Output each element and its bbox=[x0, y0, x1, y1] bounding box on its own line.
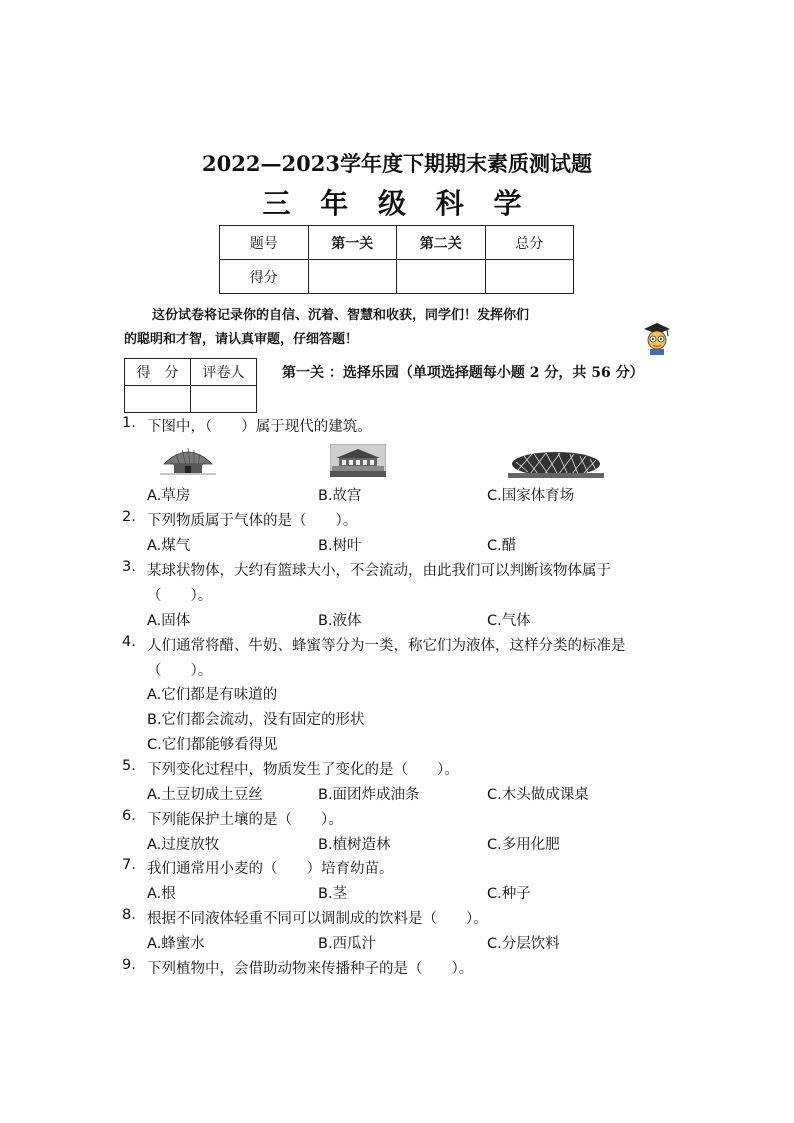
intro-line: 的聪明和才智，请认真审题，仔细答题！ bbox=[124, 332, 359, 347]
question bbox=[0, 758, 794, 778]
intro-line: 这份试卷将记录你的自信、沉着、智慧和收获，同学们！发挥你们 bbox=[152, 308, 530, 323]
question-number: 1. bbox=[122, 415, 136, 431]
option[interactable]: C.木头做成课桌 bbox=[487, 787, 589, 803]
question-text: 下列物质属于气体的是（ ）。 bbox=[147, 513, 358, 529]
score-table-cell: 得分 bbox=[220, 260, 309, 294]
grader-table bbox=[124, 358, 257, 413]
question bbox=[0, 634, 794, 654]
grader-name-label: 评卷人 bbox=[191, 359, 257, 386]
question-number: 4. bbox=[122, 634, 136, 650]
option[interactable]: A.煤气 bbox=[147, 538, 191, 554]
subject-title: 三 年 级 科 学 bbox=[262, 187, 532, 220]
question-number: 6. bbox=[122, 808, 136, 824]
exam-title: 2022—2023学年度下期期末素质测试题 bbox=[202, 151, 592, 176]
option[interactable]: C.种子 bbox=[487, 886, 531, 902]
score-table-cell: 总分 bbox=[485, 226, 574, 260]
score-table-cell: 第二关 bbox=[397, 226, 486, 260]
grader-score-cell[interactable] bbox=[125, 386, 191, 413]
question-text: 下列植物中，会借助动物来传播种子的是（ ）。 bbox=[147, 961, 474, 977]
question-number: 2. bbox=[122, 509, 136, 525]
question bbox=[0, 957, 794, 977]
option[interactable]: B.茎 bbox=[318, 886, 348, 902]
score-table-cell[interactable] bbox=[485, 260, 574, 294]
option[interactable]: C.国家体育场 bbox=[487, 488, 575, 504]
option[interactable]: A.它们都是有味道的 bbox=[147, 687, 278, 703]
question-number: 3. bbox=[122, 559, 136, 575]
score-table-score-row bbox=[220, 260, 574, 294]
option[interactable]: C.醋 bbox=[487, 538, 517, 554]
option[interactable]: C.气体 bbox=[487, 613, 531, 629]
question-text: 下列变化过程中，物质发生了变化的是（ ）。 bbox=[147, 762, 459, 778]
question-number: 9. bbox=[122, 957, 136, 973]
question bbox=[0, 559, 794, 579]
question bbox=[0, 509, 794, 529]
intro-text bbox=[124, 304, 644, 352]
option[interactable]: A.过度放牧 bbox=[147, 837, 220, 853]
option[interactable]: B.液体 bbox=[318, 613, 362, 629]
option[interactable]: C.多用化肥 bbox=[487, 837, 560, 853]
mascot-icon bbox=[640, 320, 674, 356]
grader-name-cell[interactable] bbox=[191, 386, 257, 413]
score-table-cell: 第一关 bbox=[308, 226, 397, 260]
forbidden-city-image bbox=[330, 444, 386, 477]
question-number: 8. bbox=[122, 907, 136, 923]
score-table-cell[interactable] bbox=[397, 260, 486, 294]
option[interactable]: B.植树造林 bbox=[318, 837, 391, 853]
option[interactable]: B.西瓜汁 bbox=[318, 936, 377, 952]
score-table-cell[interactable] bbox=[308, 260, 397, 294]
question-text: 某球状物体，大约有篮球大小，不会流动，由此我们可以判断该物体属于 bbox=[147, 563, 611, 579]
option[interactable]: C.它们都能够看得见 bbox=[147, 737, 278, 753]
national-stadium-image bbox=[508, 444, 604, 478]
option[interactable]: A.草房 bbox=[147, 488, 191, 504]
option[interactable]: B.它们都会流动，没有固定的形状 bbox=[147, 712, 365, 728]
option[interactable]: C.分层饮料 bbox=[487, 936, 560, 952]
question-text-continued: （ ）。 bbox=[147, 588, 213, 604]
option[interactable]: A.固体 bbox=[147, 613, 191, 629]
question-text: 人们通常将醋、牛奶、蜂蜜等分为一类，称它们为液体，这样分类的标准是 bbox=[147, 638, 626, 654]
option[interactable]: A.蜂蜜水 bbox=[147, 936, 205, 952]
option[interactable]: B.面团炸成油条 bbox=[318, 787, 420, 803]
score-table-header-row bbox=[220, 226, 574, 260]
question-text: 下图中，（ ）属于现代的建筑。 bbox=[147, 419, 372, 435]
score-table-cell: 题号 bbox=[220, 226, 309, 260]
question bbox=[0, 808, 794, 828]
option[interactable]: A.土豆切成土豆丝 bbox=[147, 787, 263, 803]
section-title: 第一关 ：选择乐园（单项选择题每小题 2 分，共 56 分） bbox=[282, 365, 644, 381]
question-text: 根据不同液体轻重不同可以调制成的饮料是（ ）。 bbox=[147, 911, 488, 927]
question bbox=[0, 415, 794, 435]
question-number: 5. bbox=[122, 758, 136, 774]
question-text: 下列能保护土壤的是（ ）。 bbox=[147, 812, 343, 828]
option[interactable]: A.根 bbox=[147, 886, 176, 902]
question bbox=[0, 857, 794, 877]
grader-score-label: 得 分 bbox=[125, 359, 191, 386]
score-table bbox=[219, 225, 574, 294]
question-number: 7. bbox=[122, 857, 136, 873]
option[interactable]: B.树叶 bbox=[318, 538, 362, 554]
question-text: 我们通常用小麦的（ ）培育幼苗。 bbox=[147, 861, 394, 877]
question-text-continued: （ ）。 bbox=[147, 663, 213, 679]
question bbox=[0, 907, 794, 927]
option[interactable]: B.故宫 bbox=[318, 488, 362, 504]
straw-hut-image bbox=[160, 438, 216, 478]
